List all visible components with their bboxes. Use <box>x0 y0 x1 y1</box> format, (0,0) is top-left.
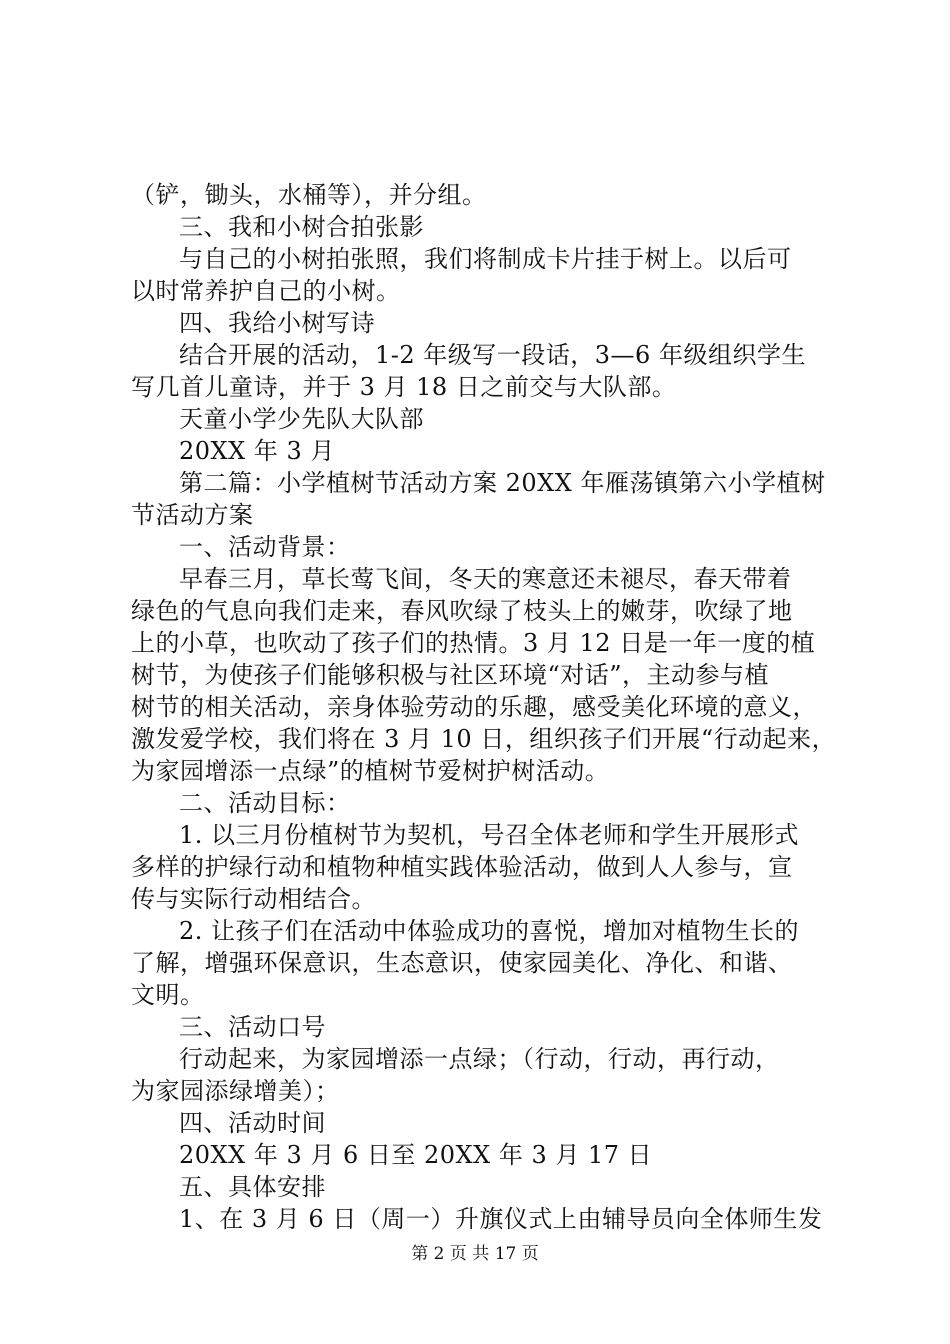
section-heading: 一、活动背景： <box>179 533 351 561</box>
text-line: 树节的相关活动，亲身体验劳动的乐趣，感受美化环境的意义， <box>131 693 817 721</box>
text-line: 文明。 <box>131 981 205 1009</box>
text-line: 激发爱学校，我们将在 3 月 10 日，组织孩子们开展“行动起来， <box>131 725 837 753</box>
text-line: 写几首儿童诗，并于 3 月 18 日之前交与大队部。 <box>131 373 677 401</box>
text-line: 了解，增强环保意识，生态意识，使家园美化、净化、和谐、 <box>131 949 793 977</box>
section-heading: 三、我和小树合拍张影 <box>179 213 424 241</box>
chapter-title: 第二篇：小学植树节活动方案 20XX 年雁荡镇第六小学植树 <box>179 469 826 497</box>
section-heading: 五、具体安排 <box>179 1173 326 1201</box>
section-heading: 四、活动时间 <box>179 1109 326 1137</box>
section-heading: 四、我给小树写诗 <box>179 309 375 337</box>
text-line: 早春三月，草长莺飞间，冬天的寒意还未褪尽，春天带着 <box>179 565 792 593</box>
text-line: 1. 以三月份植树节为契机，号召全体老师和学生开展形式 <box>179 821 800 849</box>
text-line: 与自己的小树拍张照，我们将制成卡片挂于树上。以后可 <box>179 245 792 273</box>
section-heading: 二、活动目标： <box>179 789 351 817</box>
text-line: 2. 让孩子们在活动中体验成功的喜悦，增加对植物生长的 <box>179 917 800 945</box>
text-line: 为家园添绿增美）； <box>131 1077 340 1105</box>
text-line: 20XX 年 3 月 6 日至 20XX 年 3 月 17 日 <box>179 1141 653 1169</box>
chapter-title-cont: 节活动方案 <box>131 501 254 529</box>
section-heading: 三、活动口号 <box>179 1013 326 1041</box>
page-footer: 第 2 页 共 17 页 <box>411 1244 539 1264</box>
signature-date: 20XX 年 3 月 <box>179 437 335 465</box>
text-line: 结合开展的活动，1-2 年级写一段话，3—6 年级组织学生 <box>179 341 806 369</box>
text-line: 树节，为使孩子们能够积极与社区环境“对话”，主动参与植 <box>131 661 770 689</box>
text-line: 传与实际行动相结合。 <box>131 885 376 913</box>
text-line: 多样的护绿行动和植物种植实践体验活动，做到人人参与，宣 <box>131 853 793 881</box>
text-line: 上的小草，也吹动了孩子们的热情。3 月 12 日是一年一度的植 <box>131 629 816 657</box>
text-line: 1、在 3 月 6 日（周一）升旗仪式上由辅导员向全体师生发 <box>179 1205 823 1233</box>
text-line: 绿色的气息向我们走来，春风吹绿了枝头上的嫩芽，吹绿了地 <box>131 597 793 625</box>
signature-org: 天童小学少先队大队部 <box>179 405 424 433</box>
text-line: （铲，锄头，水桶等），并分组。 <box>131 181 487 209</box>
text-line: 以时常养护自己的小树。 <box>131 277 401 305</box>
text-line: 为家园增添一点绿”的植树节爱树护树活动。 <box>131 757 610 785</box>
text-line: 行动起来，为家园增添一点绿；（行动，行动，再行动， <box>179 1045 780 1073</box>
